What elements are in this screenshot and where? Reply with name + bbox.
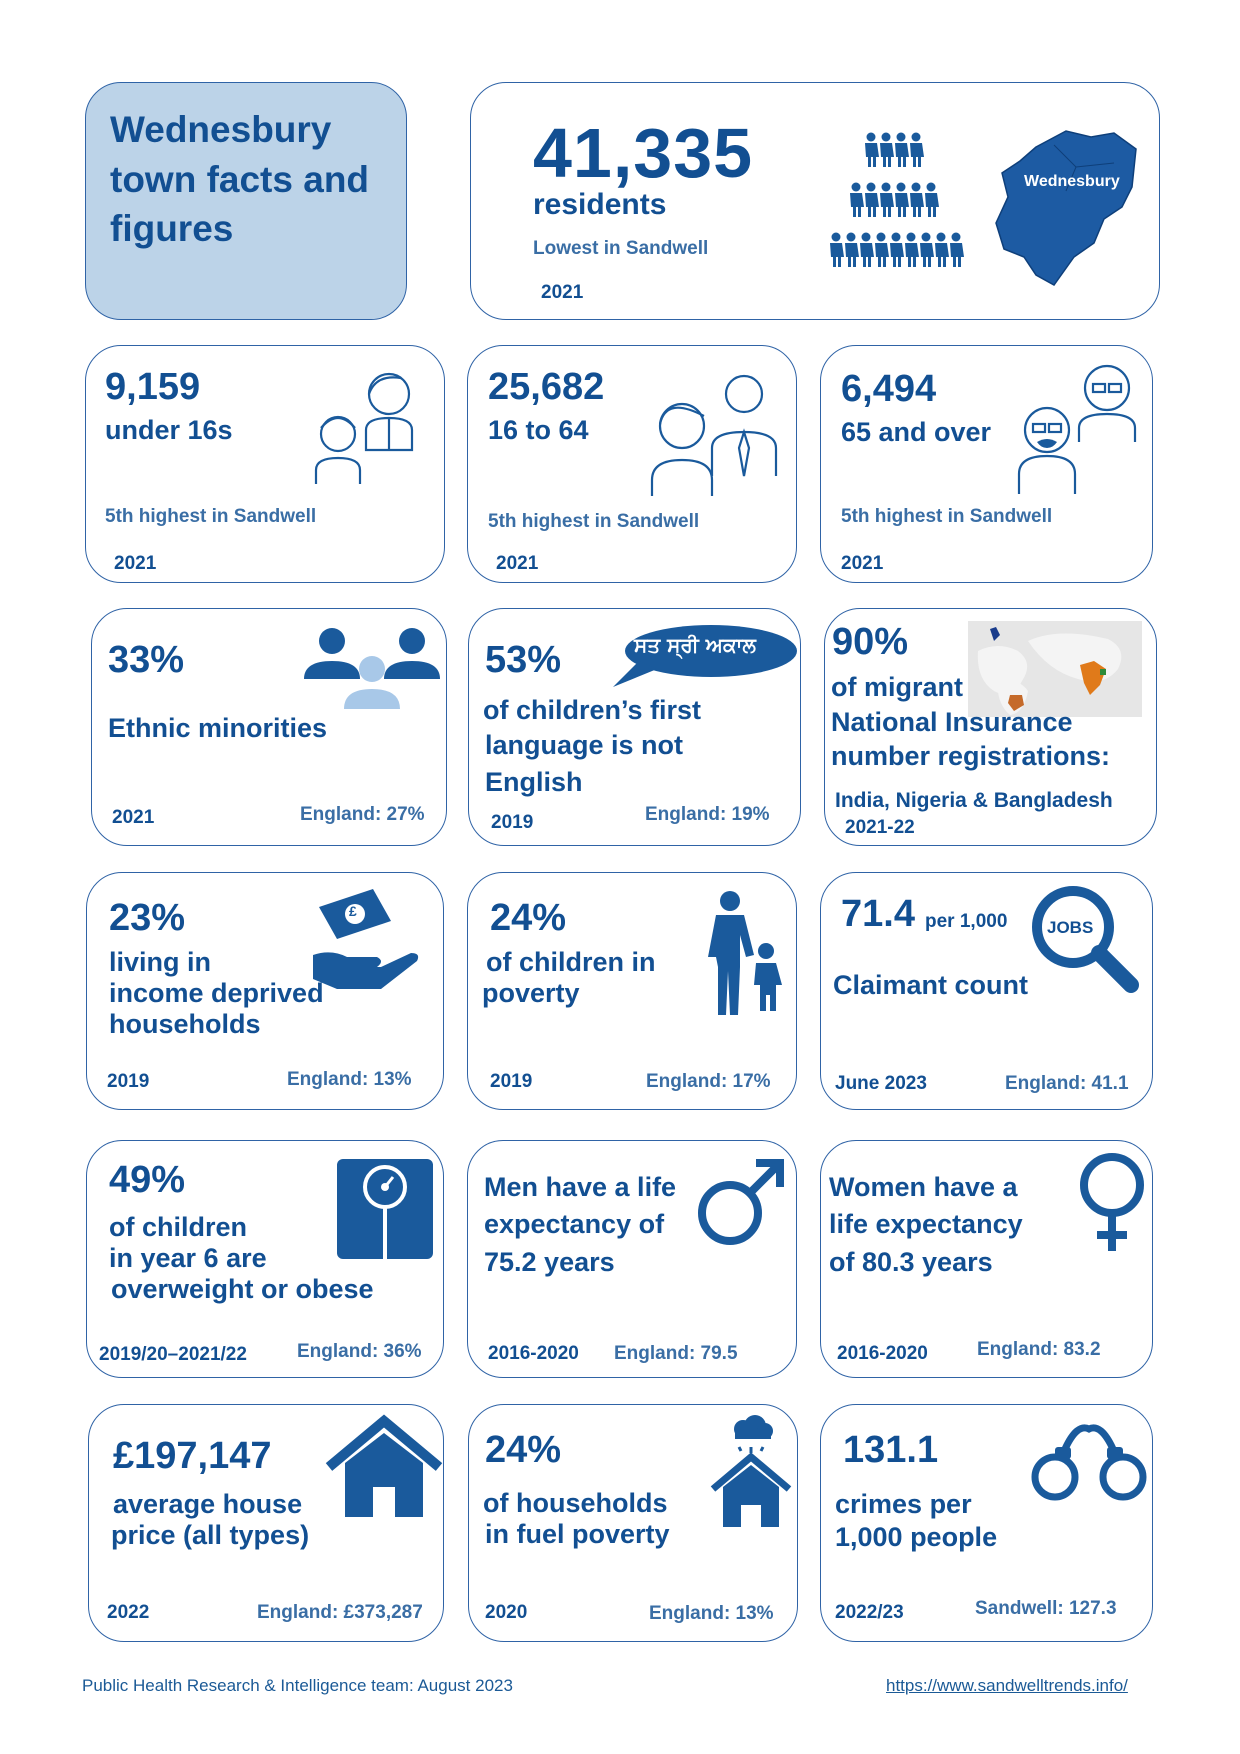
people-pyramid-icon <box>826 121 966 281</box>
migrant-countries: India, Nigeria & Bangladesh <box>835 789 1113 812</box>
language-label-3: English <box>485 767 583 797</box>
crime-label-1: crimes per <box>835 1489 972 1519</box>
page-title: Wednesbury town facts and figures <box>110 109 370 250</box>
overweight-label-2: in year 6 are <box>109 1243 267 1273</box>
population-note: Lowest in Sandwell <box>533 238 709 259</box>
language-card <box>468 608 801 846</box>
men-life-year: 2016-2020 <box>488 1343 579 1364</box>
population-label: residents <box>533 188 667 221</box>
overweight-card <box>86 1140 444 1378</box>
parent-child-icon <box>706 891 786 1011</box>
language-label-1: of children’s first <box>483 695 702 725</box>
handcuffs-icon <box>1029 1419 1149 1509</box>
age16to64-card <box>467 345 797 583</box>
women-life-year: 2016-2020 <box>837 1343 928 1364</box>
group-people-icon <box>302 621 442 711</box>
women-life-compare: England: 83.2 <box>977 1339 1101 1360</box>
migrant-label-3: number registrations: <box>831 741 1111 771</box>
child-poverty-value: 24% <box>490 897 567 939</box>
income-compare: England: 13% <box>287 1069 412 1090</box>
income-card <box>86 872 444 1110</box>
overweight-label-1: of children <box>109 1212 248 1242</box>
overweight-year: 2019/20–2021/22 <box>99 1344 247 1365</box>
men-life-label-1: Men have a life <box>484 1172 677 1202</box>
child-poverty-compare: England: 17% <box>646 1071 771 1092</box>
migrant-value: 90% <box>832 621 909 663</box>
fuel-value: 24% <box>485 1429 562 1471</box>
world-map-icon <box>968 621 1142 717</box>
ethnic-card <box>91 608 447 846</box>
under16-label: under 16s <box>105 415 233 445</box>
elderly-icon <box>1011 354 1141 494</box>
under16-year: 2021 <box>114 553 157 574</box>
over65-value: 6,494 <box>841 368 937 410</box>
crime-card <box>820 1404 1153 1642</box>
weighing-scale-icon <box>337 1159 433 1259</box>
migrant-label-1: of migrant <box>831 672 963 702</box>
magnifier-icon <box>1031 885 1141 995</box>
claimant-label: Claimant count <box>833 970 1029 1000</box>
female-symbol-icon <box>1077 1153 1147 1253</box>
income-label-3: households <box>109 1009 261 1039</box>
fuel-label-1: of households <box>483 1488 668 1518</box>
overweight-value: 49% <box>109 1159 186 1201</box>
women-life-label-1: Women have a <box>829 1172 1018 1202</box>
population-year: 2021 <box>541 282 584 303</box>
claimant-value: 71.4 <box>841 893 915 935</box>
cold-house-icon <box>709 1417 793 1527</box>
women-life-label-2: life expectancy <box>829 1209 1023 1239</box>
crime-value: 131.1 <box>843 1429 939 1471</box>
population-card <box>470 82 1160 320</box>
ethnic-compare: England: 27% <box>300 804 425 825</box>
house-label-1: average house <box>113 1489 303 1519</box>
under16-note: 5th highest in Sandwell <box>105 506 317 527</box>
house-label-2: price (all types) <box>111 1520 310 1550</box>
wednesbury-map-icon <box>996 127 1146 287</box>
under16-card <box>85 345 445 583</box>
fuel-label-2: in fuel poverty <box>485 1519 670 1549</box>
population-value: 41,335 <box>533 114 754 192</box>
fuel-year: 2020 <box>485 1602 528 1623</box>
adults-icon <box>646 366 776 496</box>
age16to64-year: 2021 <box>496 553 539 574</box>
income-label-1: living in <box>109 947 212 977</box>
language-value: 53% <box>485 639 562 681</box>
crime-compare: Sandwell: 127.3 <box>975 1598 1117 1619</box>
house-card <box>88 1404 444 1642</box>
overweight-label-3: overweight or obese <box>111 1274 374 1304</box>
claimant-unit: per 1,000 <box>925 911 1008 932</box>
under16-value: 9,159 <box>105 366 201 408</box>
migrant-year: 2021-22 <box>845 817 915 838</box>
language-year: 2019 <box>491 812 534 833</box>
age16to64-value: 25,682 <box>488 366 605 408</box>
overweight-compare: England: 36% <box>297 1341 422 1362</box>
fuel-compare: England: 13% <box>649 1603 774 1624</box>
age16to64-label: 16 to 64 <box>488 415 589 445</box>
claimant-year: June 2023 <box>835 1073 927 1094</box>
child-poverty-year: 2019 <box>490 1071 533 1092</box>
money-symbol: £ <box>349 903 357 919</box>
fuel-card <box>468 1404 798 1642</box>
child-poverty-label-2: poverty <box>482 978 580 1008</box>
language-label-2: language is not <box>485 730 684 760</box>
income-label-2: income deprived <box>109 978 324 1008</box>
house-compare: England: £373,287 <box>257 1602 423 1623</box>
men-life-card <box>467 1140 797 1378</box>
male-symbol-icon <box>696 1159 786 1249</box>
men-life-compare: England: 79.5 <box>614 1343 738 1364</box>
house-value: £197,147 <box>113 1435 272 1477</box>
men-life-label-2: expectancy of <box>484 1209 665 1239</box>
crime-year: 2022/23 <box>835 1602 904 1623</box>
title-card <box>85 82 407 320</box>
speech-bubble-text: ਸਤ ਸ੍ਰੀ ਅਕਾਲ <box>634 633 756 657</box>
money-hand-icon <box>309 889 429 989</box>
claimant-card <box>820 872 1153 1110</box>
language-compare: England: 19% <box>645 804 770 825</box>
map-label: Wednesbury <box>1024 173 1120 190</box>
age16to64-note: 5th highest in Sandwell <box>488 511 700 532</box>
ethnic-year: 2021 <box>112 807 155 828</box>
children-icon <box>306 364 416 484</box>
over65-card <box>820 345 1153 583</box>
income-value: 23% <box>109 897 186 939</box>
women-life-card <box>820 1140 1153 1378</box>
migrant-label-2: National Insurance <box>831 707 1073 737</box>
footer-link[interactable]: https://www.sandwelltrends.info/ <box>886 1676 1128 1695</box>
claimant-compare: England: 41.1 <box>1005 1073 1129 1094</box>
ethnic-label: Ethnic minorities <box>108 713 328 743</box>
over65-note: 5th highest in Sandwell <box>841 506 1053 527</box>
crime-label-2: 1,000 people <box>835 1522 998 1552</box>
women-life-label-3: of 80.3 years <box>829 1247 993 1277</box>
over65-label: 65 and over <box>841 417 992 447</box>
over65-year: 2021 <box>841 553 884 574</box>
jobs-text: JOBS <box>1047 918 1094 937</box>
child-poverty-card <box>467 872 797 1110</box>
income-year: 2019 <box>107 1071 150 1092</box>
men-life-label-3: 75.2 years <box>484 1247 615 1277</box>
house-icon <box>325 1417 443 1517</box>
footer-credit: Public Health Research & Intelligence team: August 2023 <box>82 1676 513 1695</box>
ethnic-value: 33% <box>108 639 185 681</box>
migrant-card <box>824 608 1157 846</box>
house-year: 2022 <box>107 1602 150 1623</box>
child-poverty-label-1: of children in <box>486 947 656 977</box>
